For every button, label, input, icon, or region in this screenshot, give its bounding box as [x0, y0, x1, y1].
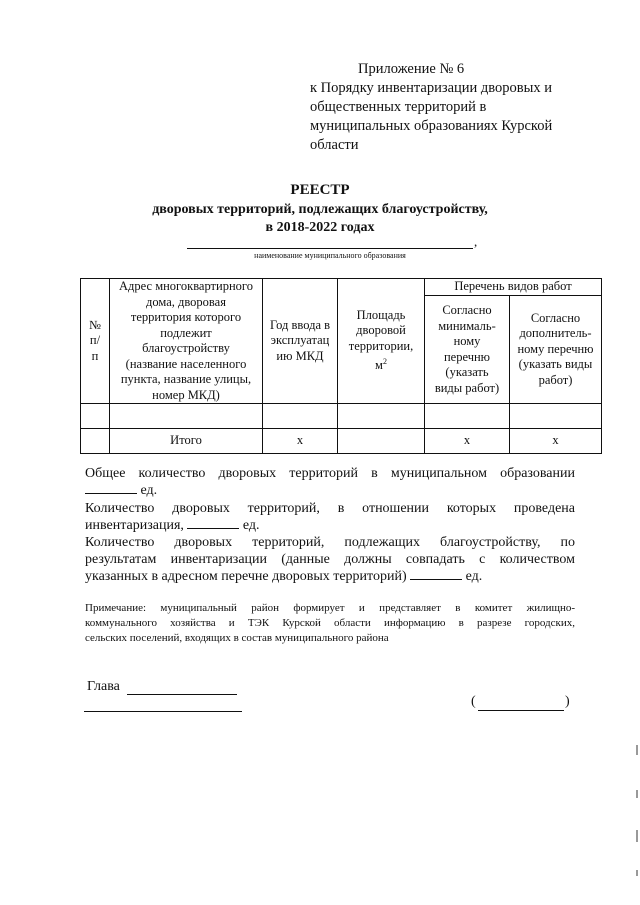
table-row-total — [81, 429, 602, 454]
paragraph-to-improve — [85, 534, 575, 585]
blank-to-improve — [410, 579, 462, 580]
unit-total: ед. — [140, 483, 158, 498]
signature-second-line — [84, 698, 242, 712]
total-extra-x: х — [510, 429, 602, 454]
paragraph-inventoried-line-2: инвентаризация, — [85, 518, 184, 533]
scan-edge-mark — [636, 830, 638, 842]
header-minimal-list: Согласно минималь- ному перечню (указать виды работ) — [425, 296, 510, 404]
paragraph-to-improve-line-2: результатам инвентаризации (данные должны совпадать с количеством — [85, 552, 575, 567]
document-title: РЕЕСТР — [290, 182, 350, 198]
header-works-list: Перечень видов работ — [425, 279, 602, 296]
header-year: Год ввода в эксплуатац ию МКД — [263, 279, 338, 404]
header-address: Адрес многоквартирного дома, дворовая территория которого подлежит благоустройству (название населенного пункта, название улицы, номер МКД) — [110, 279, 263, 404]
blank-total — [85, 493, 137, 494]
header-extra-list: Согласно дополнитель- ному перечню (указать виды работ) — [510, 296, 602, 404]
document-subtitle-2: в 2018-2022 годах — [265, 220, 375, 235]
paragraph-to-improve-line-3: указанных в адресном перечне дворовых территорий) — [85, 569, 407, 584]
appendix-line-3: муниципальных образованиях Курской — [310, 118, 553, 134]
appendix-line-4: области — [310, 137, 359, 153]
total-minimal-x: х — [425, 429, 510, 454]
signature-head-label: Глава — [87, 679, 120, 694]
appendix-line-1: к Порядку инвентаризации дворовых и — [310, 80, 553, 96]
appendix-number: Приложение № 6 — [358, 61, 465, 77]
signature-head-line — [127, 681, 237, 695]
blank-inventoried — [187, 528, 239, 529]
signature-paren-close: ) — [565, 694, 570, 709]
scan-edge-mark — [636, 745, 638, 755]
note-line-2: коммунального хозяйства и ТЭК Курской области информацию в разрезе городских, — [85, 617, 575, 629]
header-area: Площадь дворовой территории, $м^2$ — [338, 279, 425, 404]
total-year-x: х — [263, 429, 338, 454]
registry-table — [80, 278, 602, 454]
note-block — [85, 601, 575, 646]
appendix-line-2: общественных территорий в — [310, 99, 487, 115]
total-label: Итого — [110, 429, 263, 454]
paragraph-total — [85, 465, 575, 499]
paragraph-total-line-1: Общее количество дворовых территорий в муниципальном образовании — [85, 466, 575, 481]
signature-paren-open: ( — [471, 694, 476, 709]
unit-to-improve: ед. — [465, 569, 483, 584]
header-number: № п/ п — [81, 279, 110, 404]
paragraph-inventoried — [85, 500, 575, 534]
scan-edge-mark — [636, 870, 638, 876]
document-subtitle-1: дворовых территорий, подлежащих благоустройству, — [152, 202, 488, 217]
note-line-1: Примечание: муниципальный район формирует и представляет в комитет жилищно- — [85, 602, 575, 614]
signature-name-line — [478, 699, 564, 711]
municipality-blank-line — [187, 236, 473, 249]
appendix-block — [310, 60, 600, 155]
unit-inventoried: ед. — [242, 518, 260, 533]
municipality-caption: наименование муниципального образования — [254, 251, 406, 260]
municipality-comma: , — [474, 234, 478, 249]
table-row-empty — [81, 404, 602, 429]
note-line-3: сельских поселений, входящих в состав муниципального района — [85, 632, 389, 644]
paragraph-inventoried-line-1: Количество дворовых территорий, в отношении которых проведена — [85, 501, 575, 516]
paragraph-to-improve-line-1: Количество дворовых территорий, подлежащих благоустройству, по — [85, 535, 575, 550]
scan-edge-mark — [636, 790, 638, 798]
